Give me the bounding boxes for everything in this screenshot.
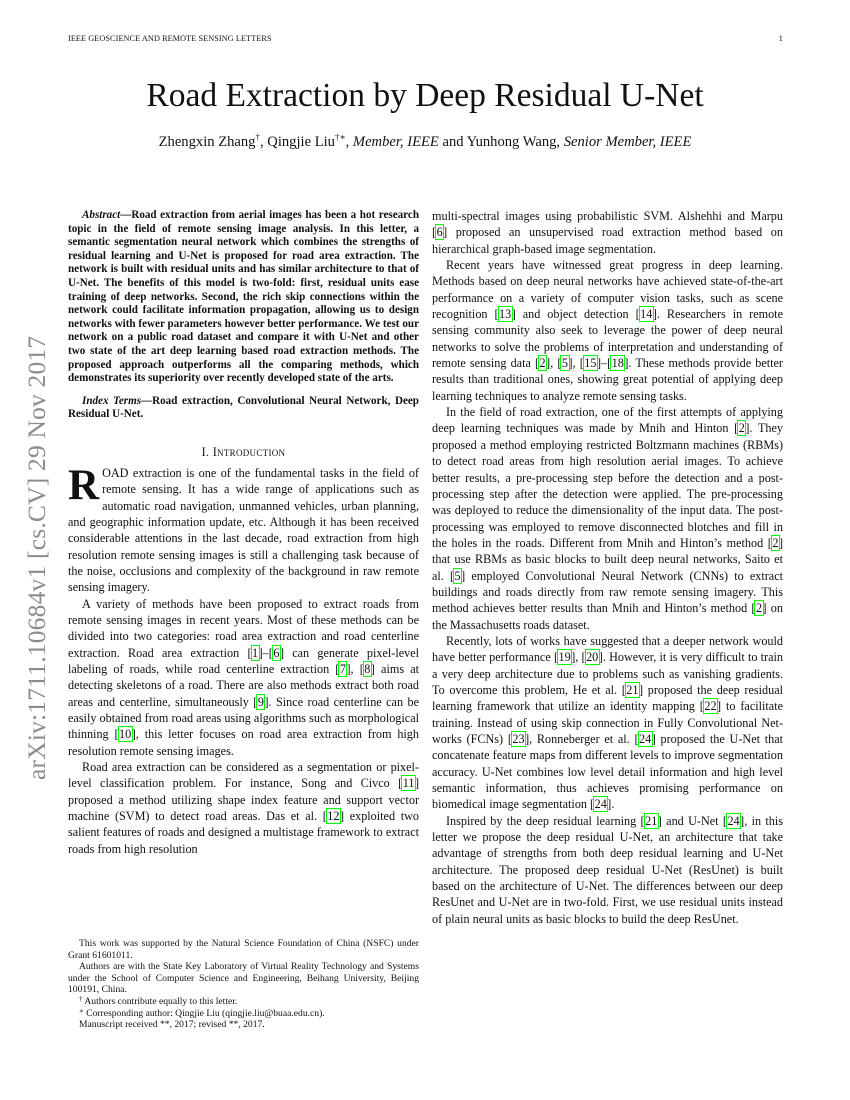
paragraph-text: ]. Researchers in remote sensing community also seek to leverage the power of deep neural networks to solve the problems of interpretation and understanding of remote sensing data [ <box>432 307 783 371</box>
footnote-mark: ∗ <box>79 1006 84 1015</box>
paragraph-text: ]. They proposed a method employing restricted Boltzmann machines (RBMs) to detect road areas from high resolution aerial images. To achieve better results, a pre-processing step before the detection and a post-processing step after the detection were applied. The pre-processing was deployed to reduce the dimensionality of the input data. The post-processing was employed to remove disconnected blotches and fill in the holes in the roads. Different from Mnih and Hinton’s method [ <box>432 421 783 550</box>
paragraph-text: A variety of methods have been proposed to extract roads from remote sensing images in recent years. Most of these methods can be divided into two categories: road area extraction and road centerline extraction. Road area extraction [ <box>68 596 419 660</box>
separator: , <box>259 134 268 150</box>
running-header <box>68 34 783 43</box>
paragraph-text: ] to facilitate training. Instead of using skip connection in Fully Convolutional Networks (FCNs) [ <box>432 699 783 746</box>
citation-link[interactable]: 2 <box>755 601 763 616</box>
citation-link[interactable]: 24 <box>594 797 607 812</box>
separator: and <box>438 134 467 150</box>
footnote-mark: † <box>79 994 83 1003</box>
paragraph <box>68 759 419 857</box>
paragraph-text: multi-spectral images using probabilistic SVM. Alshehhi and Marpu [ <box>432 209 783 240</box>
footnote-affiliation: Authors are with the State Key Laboratory of Virtual Reality Technology and Systems under the School of Computer Science and Engineering, Beihang University, Beijing 100191, China. <box>68 961 419 996</box>
paragraph-text: Road area extraction can be considered as a segmentation or pixel-level classification problem. For instance, Song and Civco [ <box>68 760 419 791</box>
paper-title: Road Extraction by Deep Residual U-Net <box>146 77 704 114</box>
citation-link[interactable]: 14 <box>640 307 653 322</box>
paragraph-text: Inspired by the deep residual learning [ <box>446 813 645 828</box>
separator: , <box>556 134 564 150</box>
footnote-corresponding-author <box>68 1008 419 1020</box>
index-terms-text: Road extraction, Convolutional Neural Network, Deep Residual U-Net. <box>68 394 419 421</box>
citation-link[interactable]: 24 <box>727 813 740 828</box>
citation-link[interactable]: 7 <box>339 662 346 677</box>
paragraph-text: ]. However, it is very difficult to train a very deep architecture due to problems such as vanishing gradients. To overcome this problem, He et al. [ <box>432 650 783 697</box>
citation-link[interactable]: 19 <box>558 650 571 665</box>
arxiv-stamp: arXiv:1711.10684v1 [cs.CV] 29 Nov 2017 <box>22 335 51 780</box>
citation-link[interactable]: 5 <box>561 356 568 371</box>
citation-link[interactable]: 9 <box>257 694 264 709</box>
footnote-manuscript-dates: Manuscript received **, 2017; revised **, 2017. <box>79 1019 265 1031</box>
citation-link[interactable]: 20 <box>586 650 599 665</box>
paragraph-text: ] and object detection [ <box>511 307 640 322</box>
paragraph <box>432 813 783 927</box>
em-dash: — <box>120 209 132 221</box>
right-column <box>432 208 783 927</box>
paragraph-text: ] proposed a method utilizing shape index feature and support vector machine (SVM) to detect road areas. Das et al. [ <box>68 776 419 824</box>
paragraph-text: ] can generate pixel-level labeling of roads, while road centerline extraction [ <box>68 645 420 677</box>
paragraph-text: ]. <box>607 797 615 812</box>
paragraph-text: ] and U-Net [ <box>657 813 727 828</box>
citation-link[interactable]: 13 <box>499 307 512 322</box>
paragraph-text: ] employed Convolutional Neural Network (CNNs) to extract buildings and roads directly from raw remote sensing imagery. This method achieves better results than Mnih and Hinton’s method [ <box>432 568 783 616</box>
paragraph <box>68 596 419 759</box>
paragraph <box>432 633 783 813</box>
citation-link[interactable]: 2 <box>539 356 546 371</box>
footnote-funding: This work was supported by the Natural Science Foundation of China (NSFC) under Grant 61601011. <box>68 938 419 961</box>
author-name: Yunhong Wang <box>466 134 557 150</box>
paragraph-text: ], [ <box>568 356 584 371</box>
citation-link[interactable]: 2 <box>772 535 779 550</box>
paragraph-text: ] aims at detecting skeletons of a road. There are also methods extract both road areas and centerline, simultaneously [ <box>68 662 420 709</box>
paragraph-text: ] proposed an unsupervised road extraction method based on hierarchical graph-based image segmentation. <box>432 225 783 256</box>
index-terms <box>68 395 419 422</box>
citation-link[interactable]: 24 <box>639 732 652 746</box>
citation-link[interactable]: 5 <box>454 568 461 583</box>
paragraph-text: ] exploited two salient features of roads and designed a multistage framework to extract roads from high resolution <box>68 809 419 856</box>
paragraph <box>68 461 419 596</box>
citation-link[interactable]: 1 <box>252 645 259 660</box>
citation-link[interactable]: 12 <box>327 809 340 824</box>
author-mark: †∗ <box>334 132 346 142</box>
citation-link[interactable]: 8 <box>364 662 371 677</box>
footnote-equal-contribution <box>68 996 419 1008</box>
paragraph-text: ]–[ <box>258 645 273 660</box>
paragraph-text: Recent years have witnessed great progress in deep learning. Methods based on deep neural networks have achieved state-of-the-art performance on a variety of computer vision tasks, such as scene recognition [ <box>432 258 783 322</box>
paragraph-text: Recently, lots of works have suggested that a deeper network would have better performance [ <box>432 633 783 665</box>
abstract <box>68 209 419 386</box>
paragraph-text: ], this letter focuses on road area extraction from high resolution remote sensing images. <box>68 727 419 758</box>
paragraph-text: ] on the Massachusetts roads dataset. <box>432 601 783 632</box>
citation-link[interactable]: 6 <box>436 225 443 240</box>
left-column <box>68 209 419 857</box>
drop-cap: R <box>68 461 100 509</box>
footnotes <box>68 938 419 1031</box>
abstract-label: Abstract <box>82 209 121 221</box>
abstract-text: Road extraction from aerial images has been a hot research topic in the field of remote sensing image analysis. In this letter, a semantic segmentation neural network which combines the strengths of residual learning and U-Net is proposed for road area extraction. The network is built with residual units and has similar architecture to that of U-Net. The benefits of this model is two-fold: first, residual units ease training of deep networks. Second, the rich skip connections within the network could facilitate information propagation, allowing us to design networks with fewer parameters however better performance. We test our network on a public road dataset and compare it with U-Net and other two state of the art deep learning based road extraction methods. The proposed approach outperforms all the comparing methods, which demonstrates its superiority over recently developed state of the arts. <box>68 209 419 385</box>
journal-name: IEEE GEOSCIENCE AND REMOTE SENSING LETTERS <box>68 34 272 43</box>
paragraph-text: ]. These methods provide better results than traditional ones, showing great potential of applying deep learning techniques to analyze remote sensing tasks. <box>432 356 783 403</box>
citation-link[interactable]: 23 <box>512 732 525 746</box>
separator: , <box>345 134 353 150</box>
citation-link[interactable]: 11 <box>402 776 415 791</box>
author-role: Member, IEEE <box>352 134 439 150</box>
author-name: Qingjie Liu <box>267 134 335 150</box>
citation-link[interactable]: 22 <box>704 699 717 714</box>
paragraph-text: ], Ronneberger et al. [ <box>525 732 639 746</box>
author-list <box>0 132 850 152</box>
citation-link[interactable]: 18 <box>611 356 624 371</box>
paragraph-text: In the field of road extraction, one of the first attempts of applying deep learning techniques was made by Mnih and Hinton [ <box>432 405 783 436</box>
paragraph <box>432 404 783 633</box>
paragraph <box>432 257 783 404</box>
author-name: Zhengxin Zhang <box>158 134 256 150</box>
citation-link[interactable]: 6 <box>273 645 280 660</box>
paragraph-text: ] that use RBMs as basic blocks to built deep neural networks, Saito et al. [ <box>432 535 783 583</box>
section-heading-introduction <box>68 444 419 460</box>
page-number: 1 <box>778 34 783 43</box>
paragraph-text: ], [ <box>571 650 586 665</box>
em-dash: — <box>141 394 153 407</box>
paragraph-text: OAD extraction is one of the fundamental tasks in the field of remote sensing. It has a wide range of applications such as automatic road navigation, unmanned vehicles, urban planning, and geographic information update, etc. Although it has been received considerable attentions in the last decade, road extraction from high resolution remote sensing images is still a challenging task because of the noise, occlusions and complexity of the background in raw remote sensing imagery. <box>68 465 419 595</box>
citation-link[interactable]: 21 <box>626 682 639 697</box>
citation-link[interactable]: 15 <box>584 356 597 371</box>
footnote-text: Corresponding author: Qingjie Liu (qingjie.liu@buaa.edu.cn). <box>83 1007 325 1019</box>
citation-link[interactable]: 10 <box>119 727 132 742</box>
paragraph-text: ] proposed the U-Net that concatenate feature maps from different levels to improve segmentation accuracy. U-Net combines low level detail information and high level semantic information, thus achieves promising performance on biomedical image segmentation [ <box>432 732 783 812</box>
paragraph-text: ], [ <box>546 356 562 371</box>
paragraph-text: ], [ <box>346 662 364 677</box>
paragraph-text: ]. Since road centerline can be easily obtained from road areas using algorithms such as morphological thinning [ <box>68 694 420 742</box>
section-number: I. <box>201 444 213 459</box>
author-role: Senior Member, IEEE <box>563 134 692 150</box>
paragraph-text: ] proposed the deep residual learning framework that utilize an identity mapping [ <box>432 682 783 714</box>
section-title: Introduction <box>212 444 286 459</box>
paragraph-text: ]–[ <box>596 356 612 371</box>
paragraph <box>432 208 783 257</box>
citation-link[interactable]: 21 <box>645 813 658 828</box>
citation-link[interactable]: 2 <box>738 421 745 436</box>
index-terms-label: Index Terms <box>82 394 142 407</box>
author-mark: † <box>255 132 260 142</box>
paragraph-text: ], in this letter we propose the deep residual U-Net, an architecture that take advantage of strengths from both deep residual learning and U-Net architecture. The proposed deep residual U-Net (ResUnet) is built based on the architecture of U-Net. The differences between our deep ResUnet and U-Net are in two-fold. First, we use residual units instead of plain neural units as basic blocks to build the deep ResUnet. <box>432 813 783 926</box>
footnote-text: Authors contribute equally to this letter. <box>82 995 238 1007</box>
